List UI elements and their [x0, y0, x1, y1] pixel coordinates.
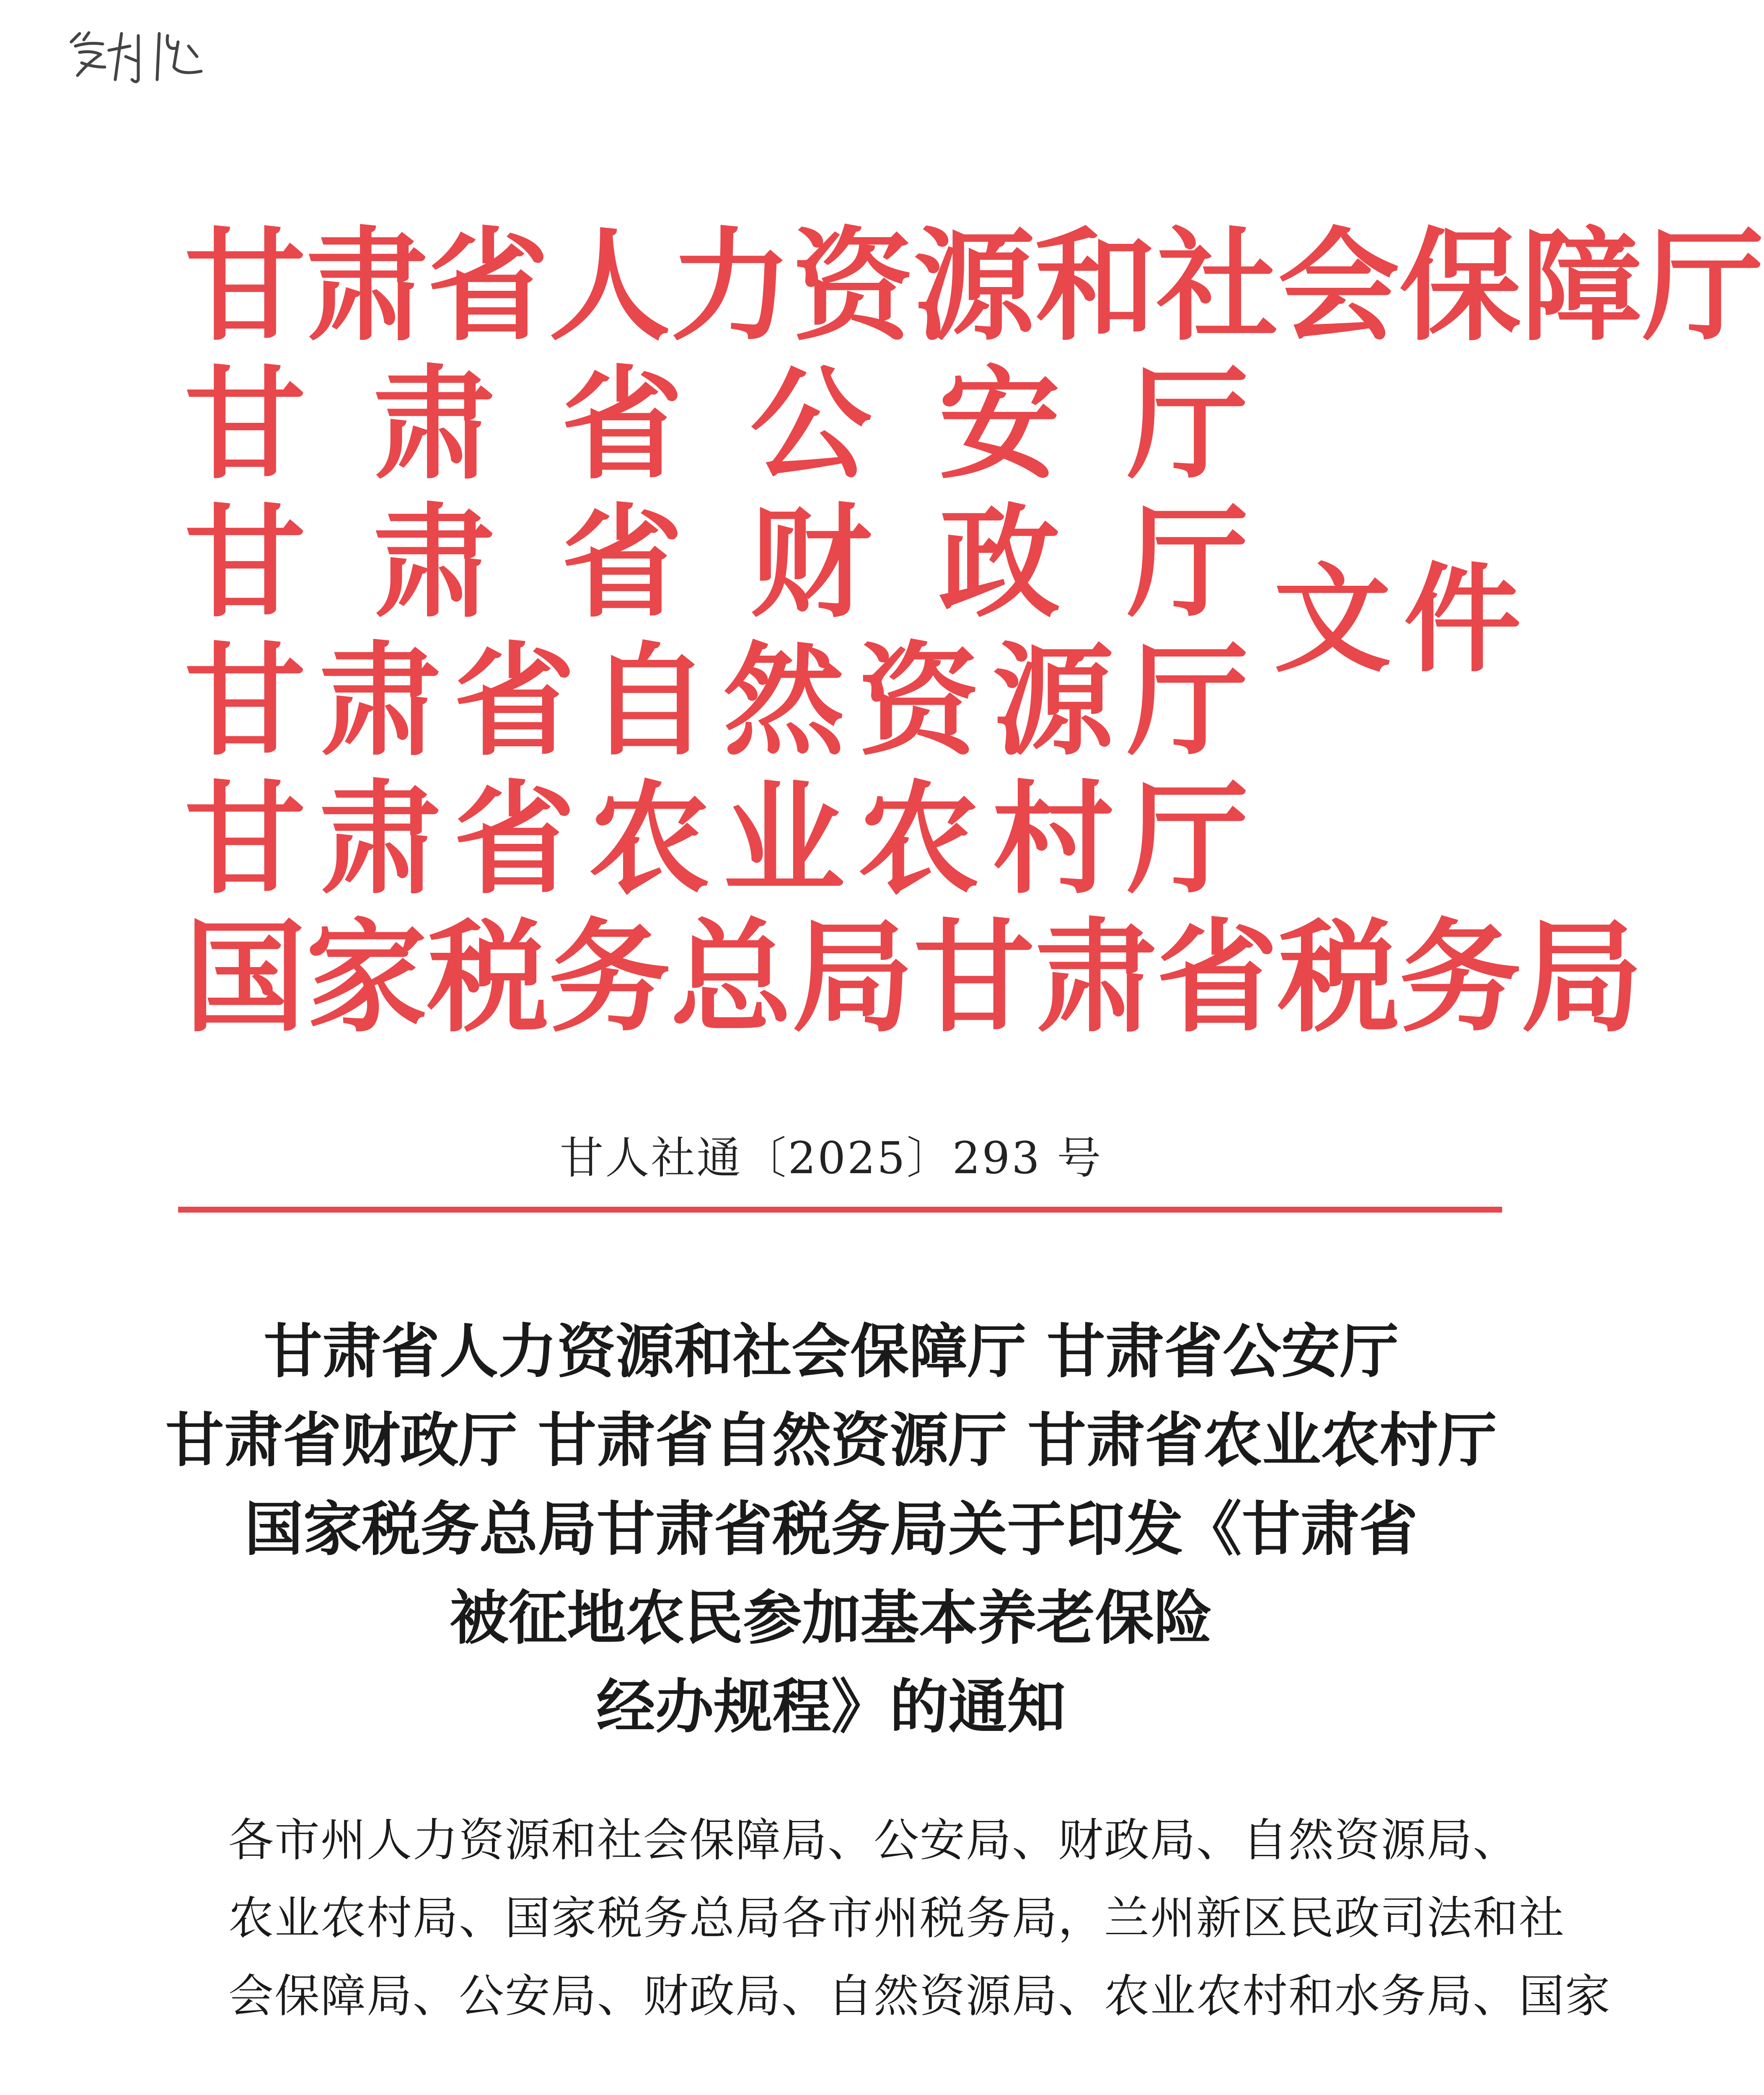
issuer-char: 务	[1399, 908, 1521, 1049]
issuer-char: 农	[858, 769, 980, 910]
issuer-char: 甘	[184, 216, 306, 357]
body-text	[228, 1802, 1611, 2036]
issuer-char: 甘	[184, 631, 306, 772]
issuer-char: 肃	[319, 631, 441, 772]
body-line: 农业农村局、国家税务总局各市州税务局，兰州新区民政司法和社	[228, 1892, 1565, 1945]
issuer-char: 局	[1521, 908, 1642, 1049]
issuer-line	[184, 356, 1249, 494]
issuer-char: 源	[992, 631, 1114, 772]
issuer-char: 然	[723, 631, 845, 772]
issuer-char: 总	[670, 908, 792, 1049]
issuer-char: 农	[588, 769, 710, 910]
document-label: 文件	[1274, 552, 1534, 688]
issuer-char: 厅	[1127, 631, 1249, 772]
issuer-char: 肃	[1035, 908, 1156, 1049]
issuer-char: 源	[913, 216, 1035, 357]
title-line: 甘肃省人力资源和社会保障厅 甘肃省公安厅	[264, 1317, 1399, 1386]
document-title	[0, 1307, 1662, 1751]
issuer-char: 肃	[319, 769, 441, 910]
issuer-char: 务	[549, 908, 670, 1049]
title-line: 被征地农民参加基本养老保险	[450, 1584, 1213, 1653]
title-line: 经办规程》的通知	[596, 1673, 1066, 1741]
issuer-char: 甘	[184, 769, 306, 910]
issuer-char: 力	[670, 216, 792, 357]
issuer-char: 省	[1156, 908, 1278, 1049]
issuer-line	[184, 494, 1249, 633]
issuer-char: 村	[992, 769, 1114, 910]
title-line: 国家税务总局甘肃省税务局关于印发《甘肃省	[244, 1495, 1418, 1564]
issuer-char: 肃	[306, 216, 427, 357]
issuer-char: 肃	[373, 493, 494, 634]
issuer-char: 自	[588, 631, 710, 772]
issuer-char: 人	[549, 216, 670, 357]
issuer-char: 省	[561, 493, 683, 634]
issuer-char: 资	[858, 631, 980, 772]
issuer-char: 税	[1278, 908, 1399, 1049]
issuer-char: 公	[750, 354, 872, 496]
issuer-char: 和	[1035, 216, 1156, 357]
issuer-char: 甘	[184, 354, 306, 496]
handwritten-annotation	[63, 17, 222, 92]
issuer-line	[184, 771, 1249, 909]
issuer-char: 局	[792, 908, 913, 1049]
issuer-char: 财	[750, 493, 872, 634]
red-divider	[178, 1207, 1502, 1213]
issuer-char: 业	[723, 769, 845, 910]
issuer-line	[184, 633, 1249, 771]
issuer-char: 厅	[1642, 216, 1764, 357]
issuer-char: 省	[453, 769, 575, 910]
issuer-char: 厅	[1127, 769, 1249, 910]
issuer-char: 国	[184, 908, 306, 1049]
body-line: 会保障局、公安局、财政局、自然资源局、农业农村和水务局、国家	[228, 1970, 1611, 2023]
issuer-char: 甘	[184, 493, 306, 634]
issuer-char: 会	[1278, 216, 1399, 357]
issuer-char: 厅	[1127, 493, 1249, 634]
issuer-char: 保	[1399, 216, 1521, 357]
issuer-char: 甘	[913, 908, 1035, 1049]
issuer-char: 肃	[373, 354, 494, 496]
issuer-line	[184, 908, 1642, 1049]
issuer-char: 厅	[1127, 354, 1249, 496]
issuer-char: 政	[939, 493, 1060, 634]
issuer-char: 障	[1521, 216, 1642, 357]
issuer-char: 资	[792, 216, 913, 357]
issuer-char: 省	[427, 216, 549, 357]
issuer-char: 社	[1156, 216, 1278, 357]
body-line: 各市州人力资源和社会保障局、公安局、财政局、自然资源局、	[228, 1814, 1519, 1867]
issuer-char: 省	[561, 354, 683, 496]
issuer-line	[184, 216, 1764, 357]
document-number: 甘人社通〔2025〕293 号	[559, 1133, 1103, 1184]
issuer-char: 省	[453, 631, 575, 772]
issuer-char: 税	[427, 908, 549, 1049]
issuer-char: 安	[939, 354, 1060, 496]
issuer-char: 家	[306, 908, 427, 1049]
title-line: 甘肃省财政厅 甘肃省自然资源厅 甘肃省农业农村厅	[165, 1406, 1497, 1475]
